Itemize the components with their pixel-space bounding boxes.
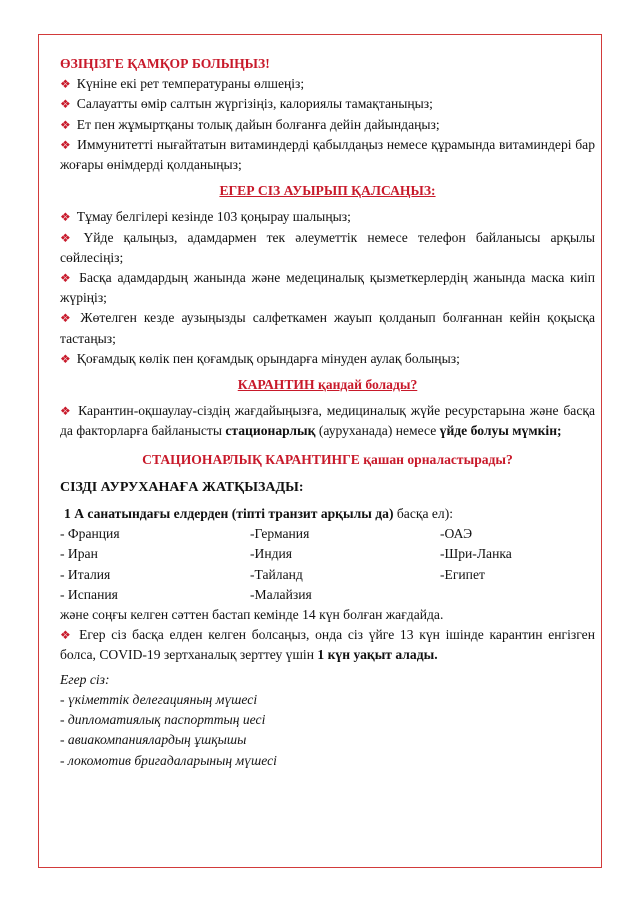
sick-list xyxy=(60,207,595,369)
heading-inpatient: СТАЦИОНАРЛЫҚ КАРАНТИНГЕ қашан орналастырады? xyxy=(142,451,513,467)
diamond-bullet-icon: ❖ xyxy=(60,351,71,366)
country: -ОАЭ xyxy=(440,526,473,542)
document-body xyxy=(60,54,595,771)
diamond-bullet-icon: ❖ xyxy=(60,97,71,112)
exception-item: - үкіметтік делегацияның мүшесі xyxy=(60,691,258,707)
country-grid xyxy=(60,524,595,605)
exception-item: - локомотив бригадаларының мүшесі xyxy=(60,752,277,768)
list-item: ❖ Тұмау белгілері кезінде 103 қоңырау шалыңыз; xyxy=(60,209,351,225)
diamond-bullet-icon: ❖ xyxy=(60,77,71,92)
country: -Шри-Ланка xyxy=(440,546,512,562)
list-item: ❖ Жөтелген кезде аузыңызды салфеткамен жауып қолданып болғаннан кейін қоқысқа тастаңыз; xyxy=(60,310,595,346)
list-item: ❖ Күніне екі рет температураны өлшеңіз; xyxy=(60,76,305,92)
heading-care: ӨЗІҢІЗГЕ ҚАМҚОР БОЛЫҢЫЗ! xyxy=(60,56,270,71)
country: -Тайланд xyxy=(250,566,303,582)
list-item: ❖ Ет пен жұмыртқаны толық дайын болғанға дейін дайындаңыз; xyxy=(60,116,440,132)
country: - Франция xyxy=(60,526,120,542)
list-item: ❖ Салауатты өмір салтын жүргізіңіз, калориялы тамақтаныңыз; xyxy=(60,96,433,112)
list-item: ❖ Иммунитетті нығайтатын витаминдерді қабылдаңыз немесе құрамында витаминдері бар жоғары өнімдерді қолданыңыз; xyxy=(60,136,595,173)
hospital-heading: СІЗДІ АУРУХАНАҒА ЖАТҚЫЗАДЫ: xyxy=(60,479,304,495)
diamond-bullet-icon: ❖ xyxy=(60,404,73,419)
country: -Малайзия xyxy=(250,586,312,602)
heading-quarantine: КАРАНТИН қандай болады? xyxy=(237,377,418,393)
heading-if-sick: ЕГЕР СІЗ АУЫРЫП ҚАЛСАҢЫЗ: xyxy=(219,183,436,199)
list-item: ❖ Қоғамдық көлік пен қоғамдық орындарға мінуден аулақ болыңыз; xyxy=(60,350,460,366)
diamond-bullet-icon: ❖ xyxy=(60,230,78,245)
diamond-bullet-icon: ❖ xyxy=(60,628,74,643)
diamond-bullet-icon: ❖ xyxy=(60,117,71,132)
diamond-bullet-icon: ❖ xyxy=(60,311,75,326)
country: - Иран xyxy=(60,546,98,562)
care-list xyxy=(60,74,595,175)
other-country-paragraph: ❖ Егер сіз басқа елден келген болсаңыз, онда сіз үйге 13 күн ішінде карантин енгізген болса, COVID-19 зертханалық зерттеу үшін 1 күн уақыт алады. xyxy=(60,627,595,663)
diamond-bullet-icon: ❖ xyxy=(60,271,74,286)
diamond-bullet-icon: ❖ xyxy=(60,137,72,152)
country: -Германия xyxy=(250,526,310,542)
if-you-label: Егер сіз: xyxy=(60,671,110,687)
country: -Индия xyxy=(250,546,293,562)
category-line: 1 А санатындағы елдерден (тіпті транзит арқылы да) басқа ел): xyxy=(64,506,454,522)
country: - Италия xyxy=(60,566,111,582)
diamond-bullet-icon: ❖ xyxy=(60,210,71,225)
country: -Египет xyxy=(440,566,485,582)
country xyxy=(440,585,595,605)
list-item: ❖ Басқа адамдардың жанында және медециналық қызметкерлердің жанында маска киіп жүріңіз; xyxy=(60,270,595,306)
list-item: ❖ Үйде қалыңыз, адамдармен тек әлеуметтік немесе телефон байланысы арқылы сөйлесіңіз; xyxy=(60,229,595,265)
exception-item: - авиакомпаниялардың ұшқышы xyxy=(60,732,247,748)
after-countries-text: және соңғы келген сәттен бастап кемінде 14 күн болған жағдайда. xyxy=(60,607,444,623)
quarantine-paragraph: ❖ Карантин-оқшаулау-сіздің жағдайыңызға, медициналық жүйе ресурстарына және басқа да факторларға байланысты стационарлық (ауруханада) немесе үйде болуы мүмкін; xyxy=(60,403,595,439)
exception-item: - дипломатиялық паспорттың иесі xyxy=(60,712,266,728)
country: - Испания xyxy=(60,586,118,602)
